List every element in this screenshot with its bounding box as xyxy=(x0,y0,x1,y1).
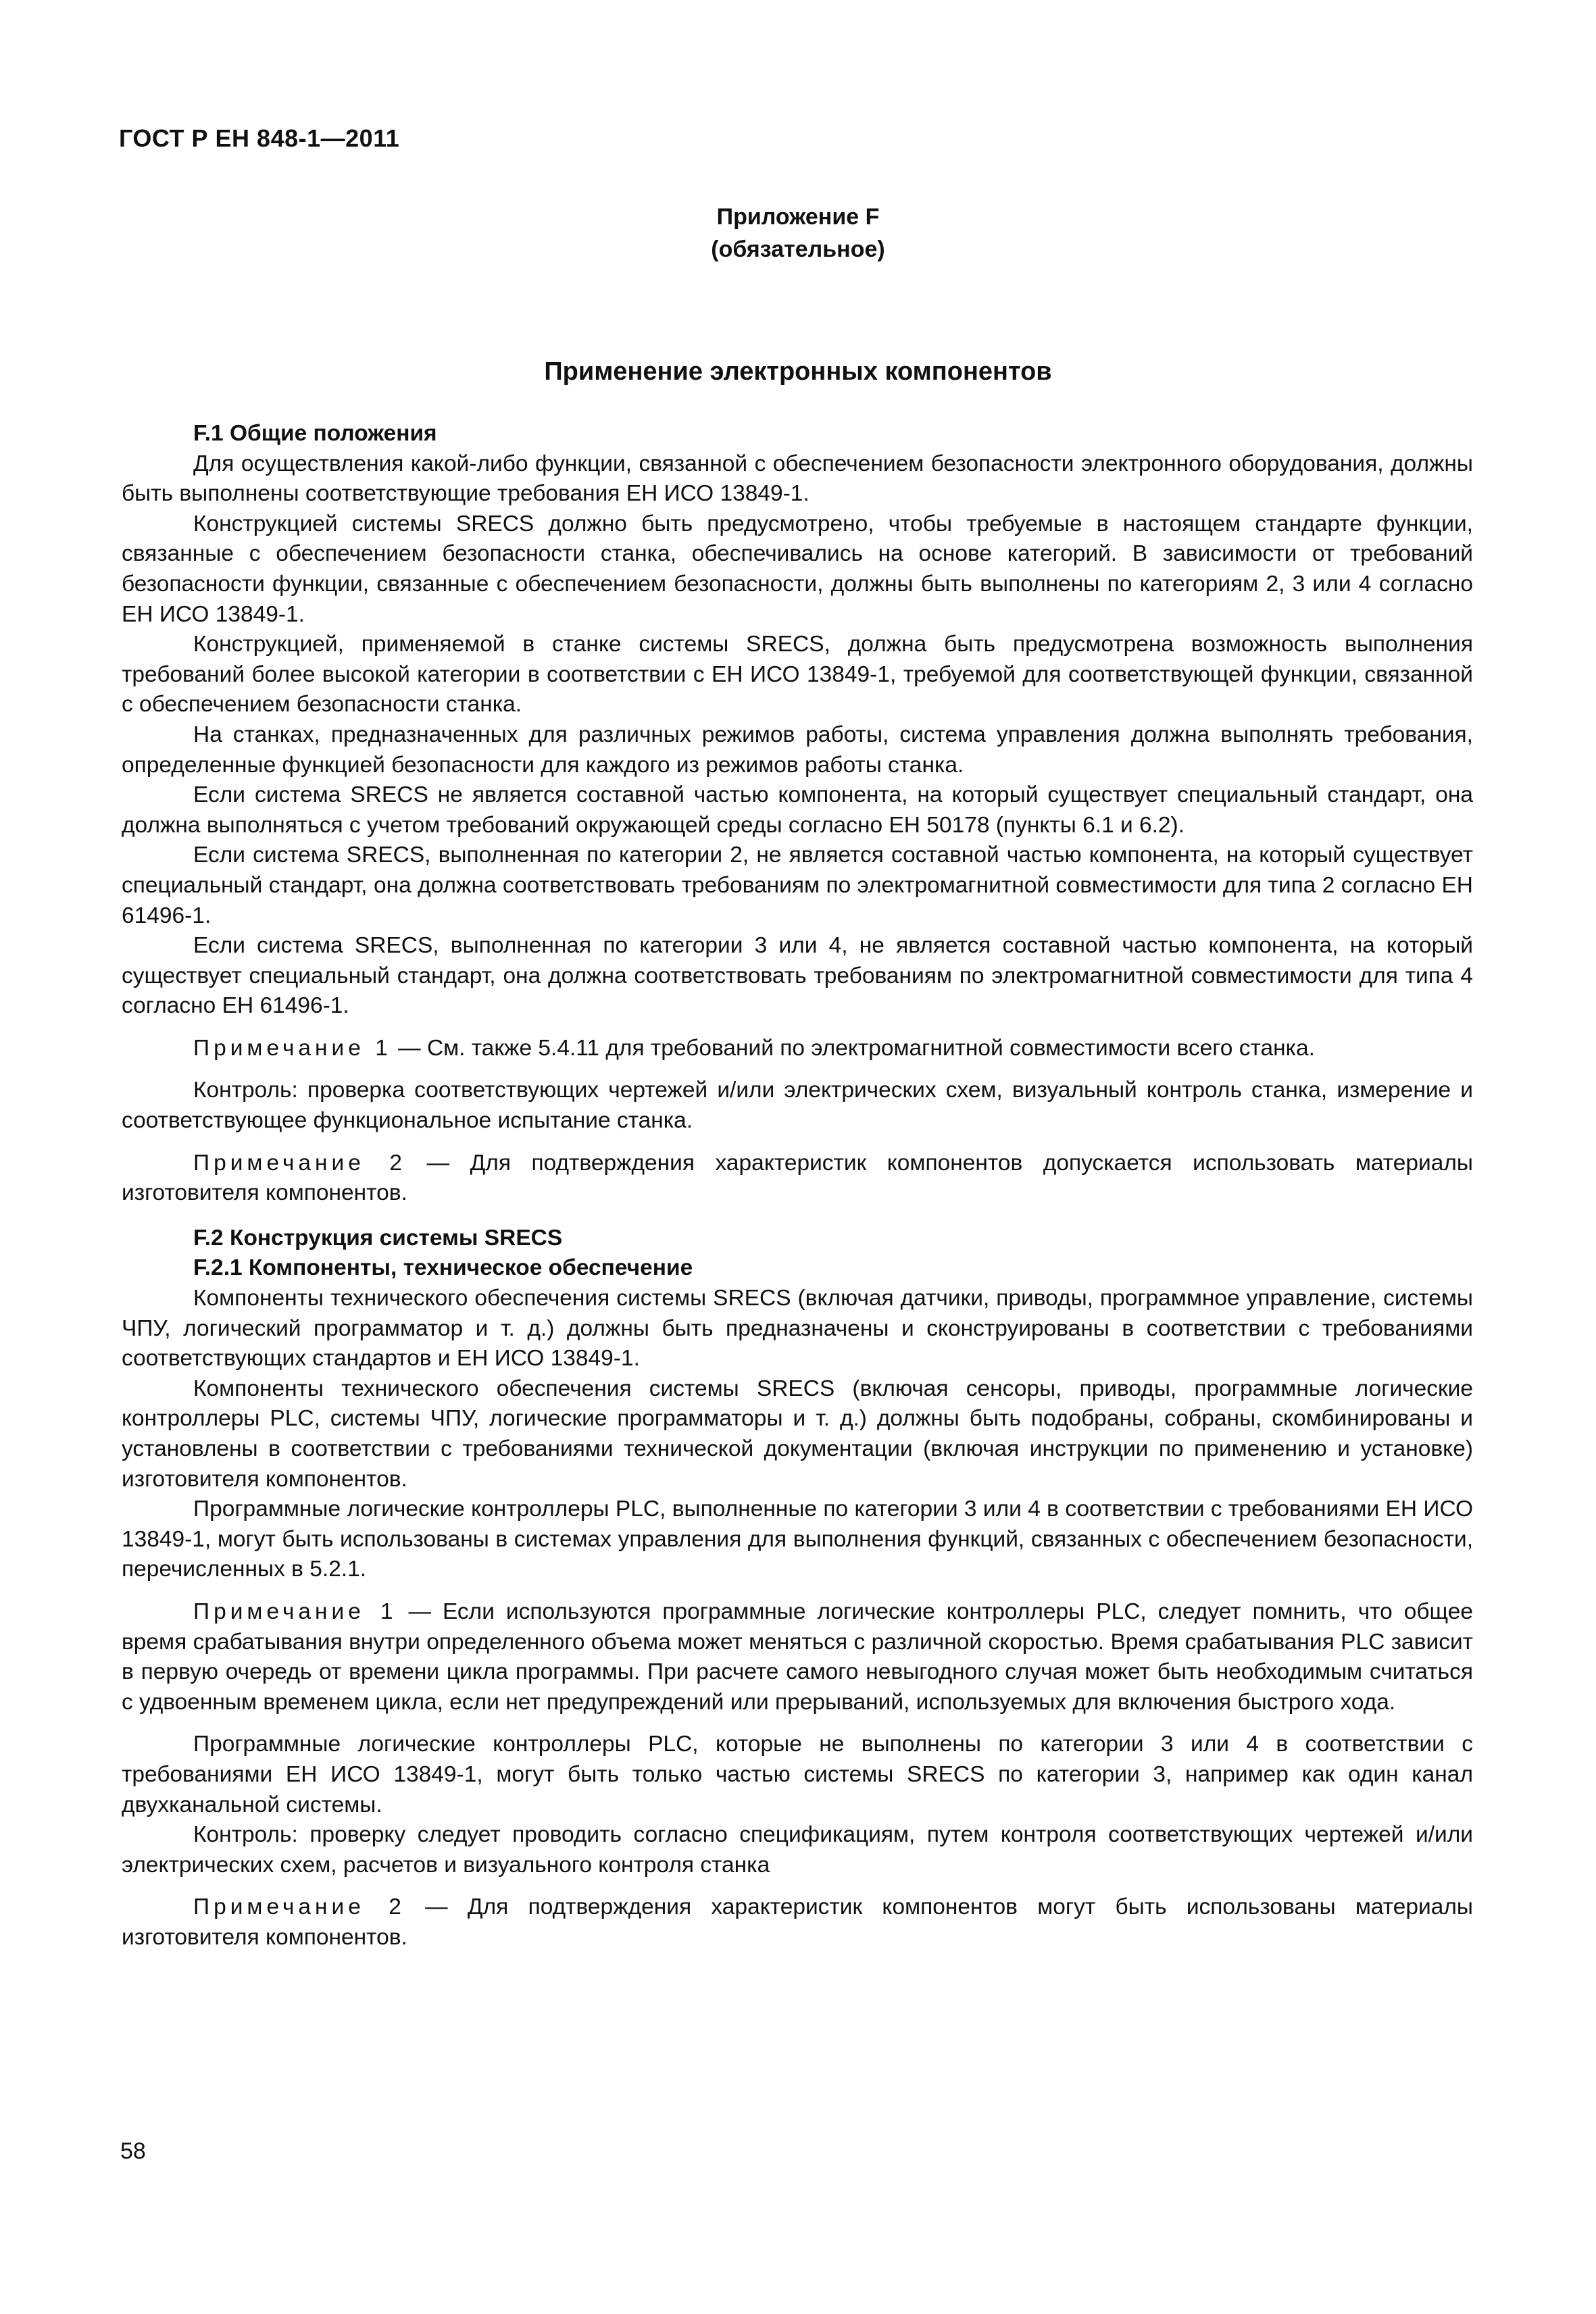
annex-label: Приложение F xyxy=(716,204,880,230)
note-text: — Для подтверждения характеристик компонентов допускается использовать материалы изготовителя компонентов. xyxy=(122,1150,1474,1206)
annex-kind: (обязательное) xyxy=(711,236,885,262)
paragraph: Если система SRECS не является составной частью компонента, на который существует специальный стандарт, она должна выполняться с учетом требований окружающей среды согласно ЕН 50178 (пункты 6.1 и 6.2). xyxy=(122,782,1473,838)
note-label: Примечание 1 xyxy=(193,1599,397,1624)
note-2 xyxy=(122,1892,1473,1953)
paragraph: Компоненты технического обеспечения системы SRECS (включая сенсоры, приводы, программные логические контроллеры PLC, системы ЧПУ, логические программаторы и т. д.) должны быть подобраны, собраны, скомбинированы и установлены в соответствии с требованиями технической документации (включая инструкции по применению и установке) изготовителя компонентов. xyxy=(122,1376,1473,1492)
note-text: — См. также 5.4.11 для требований по электромагнитной совместимости всего станка. xyxy=(391,1035,1315,1061)
paragraph: Для осуществления какой-либо функции, связанной с обеспечением безопасности электронного оборудования, должны быть выполнены соответствующие требования ЕН ИСО 13849-1. xyxy=(122,451,1473,507)
paragraph: Если система SRECS, выполненная по категории 2, не является составной частью компонента, на который существует специальный стандарт, она должна соответствовать требованиям по электромагнитной совместимости для типа 2 согласно ЕН 61496-1. xyxy=(122,842,1473,928)
note-text: — Если используются программные логические контроллеры PLC, следует помнить, что общее время срабатывания внутри определенного объема может меняться с различной скоростью. Время срабатывания PLC зависит в первую очередь от времени цикла программы. При расчете самого невыгодного случая может быть необходимым считаться с удвоенным временем цикла, если нет предупреждений или прерываний, используемых для включения быстрого хода. xyxy=(122,1599,1474,1715)
note-label: Примечание 2 xyxy=(193,1150,407,1176)
paragraph: На станках, предназначенных для различных режимов работы, система управления должна выполнять требования, определенные функцией безопасности для каждого из режимов работы станка. xyxy=(122,722,1473,778)
paragraph-control: Контроль: проверку следует проводить согласно спецификациям, путем контроля соответствующих чертежей и/или электрических схем, расчетов и визуального контроля станка xyxy=(122,1822,1473,1878)
document-body xyxy=(122,419,1473,1953)
note-text: — Для подтверждения характеристик компонентов могут быть использованы материалы изготовителя компонентов. xyxy=(122,1894,1473,1950)
section-heading-f1: F.1 Общие положения xyxy=(193,421,437,446)
paragraph: Конструкцией, применяемой в станке системы SRECS, должна быть предусмотрена возможность выполнения требований более высокой категории в соответствии с ЕН ИСО 13849-1, требуемой для соответствующей функции, связанной с обеспечением безопасности станка. xyxy=(122,632,1473,718)
paragraph: Программные логические контроллеры PLC, выполненные по категории 3 или 4 в соответствии с требованиями ЕН ИСО 13849-1, могут быть использованы в системах управления для выполнения функций, связанных с обеспечением безопасности, перечисленных в 5.2.1. xyxy=(122,1496,1473,1582)
paragraph: Если система SRECS, выполненная по категории 3 или 4, не является составной частью компонента, на который существует специальный стандарт, она должна соответствовать требованиям по электромагнитной совместимости для типа 4 согласно ЕН 61496-1. xyxy=(122,933,1473,1019)
note-label: Примечание 2 xyxy=(193,1894,405,1920)
paragraph: Программные логические контроллеры PLC, которые не выполнены по категории 3 или 4 в соответствии с требованиями ЕН ИСО 13849-1, могут быть только частью системы SRECS по категории 3, например как один канал двухканальной системы. xyxy=(122,1732,1473,1817)
note-label: Примечание 1 xyxy=(193,1035,392,1061)
note-2 xyxy=(122,1149,1473,1209)
annex-title: Применение электронных компонентов xyxy=(544,357,1052,386)
document-code-header: ГОСТ Р ЕН 848-1—2011 xyxy=(119,124,400,152)
note-1 xyxy=(122,1034,1473,1064)
page-number: 58 xyxy=(120,2138,146,2164)
section-heading-f2: F.2 Конструкция системы SRECS xyxy=(193,1225,563,1251)
paragraph-control: Контроль: проверка соответствующих чертежей и/или электрических схем, визуальный контроль станка, измерение и соответствующее функциональное испытание станка. xyxy=(122,1078,1473,1134)
section-heading-f21: F.2.1 Компоненты, техническое обеспечение xyxy=(193,1255,693,1281)
note-1 xyxy=(122,1597,1473,1717)
paragraph: Конструкцией системы SRECS должно быть предусмотрено, чтобы требуемые в настоящем стандарте функции, связанные с обеспечением безопасности станка, обеспечивались на основе категорий. В зависимости от требований безопасности функции, связанные с обеспечением безопасности, должны быть выполнены по категориям 2, 3 или 4 согласно ЕН ИСО 13849-1. xyxy=(122,511,1473,627)
paragraph: Компоненты технического обеспечения системы SRECS (включая датчики, приводы, программное управление, системы ЧПУ, логический программатор и т. д.) должны быть предназначены и сконструированы в соответствии с требованиями соответствующих стандартов и ЕН ИСО 13849-1. xyxy=(122,1286,1473,1372)
